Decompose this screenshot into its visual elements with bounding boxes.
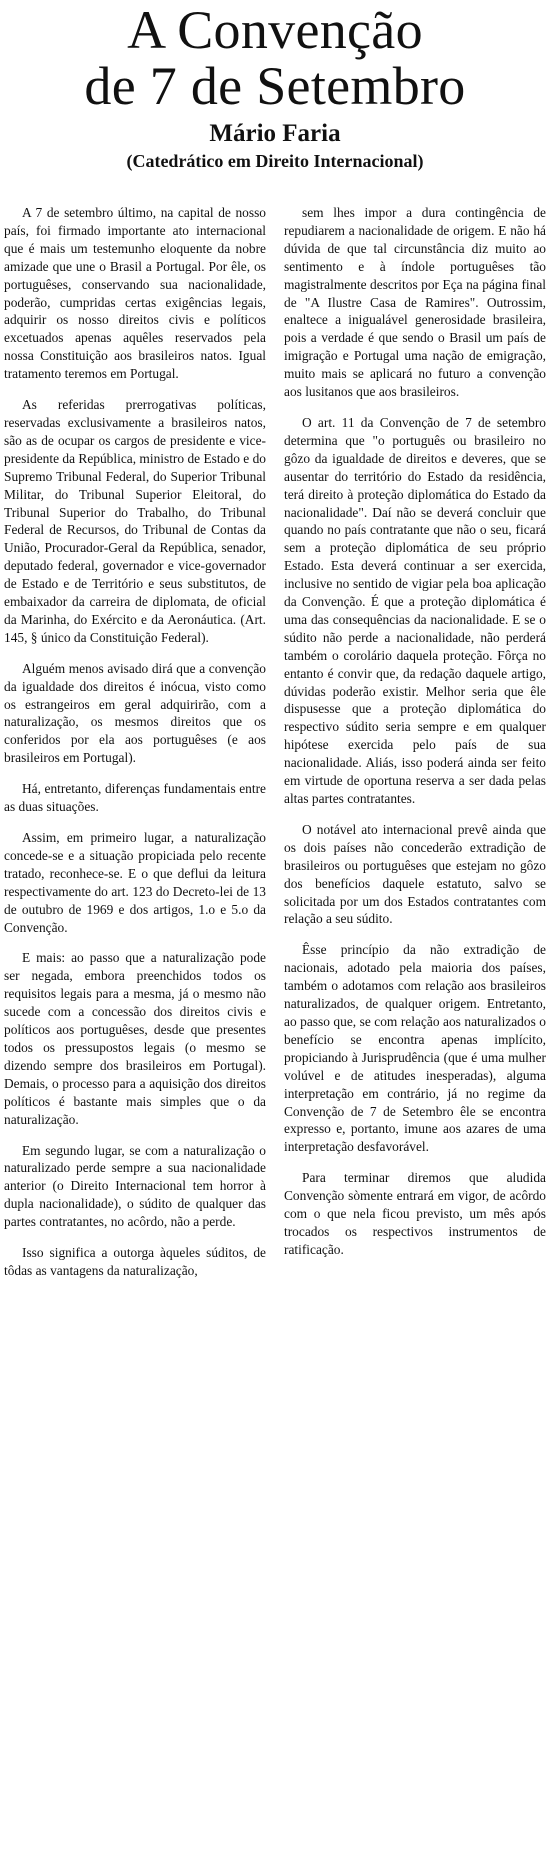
paragraph: Há, entretanto, diferenças fundamentais entre as duas situações.: [4, 781, 266, 815]
paragraph: Para terminar diremos que aludida Convenção sòmente entrará em vigor, de acôrdo com o que nela ficou previsto, um mês após trocados os respectivos instrumentos de ratificação.: [284, 1170, 546, 1257]
paragraph: Alguém menos avisado dirá que a convenção da igualdade dos direitos é inócua, visto como os estrangeiros em geral adquirirão, com a naturalização, os mesmos direitos que os conferidos por ela aos portuguêses (e aos brasileiros em Portugal).: [4, 660, 266, 766]
author-affiliation: (Catedrático em Direito Internacional): [126, 151, 424, 171]
article-header: [0, 0, 550, 172]
paragraph: Isso significa a outorga àqueles súditos, de tôdas as vantagens da naturalização,: [4, 1245, 266, 1278]
paragraph: As referidas prerrogativas políticas, reservadas exclusivamente a brasileiros natos, são as de ocupar os cargos de presidente e vice-presidente da República, ministro de Estado e do Supremo Tribunal Federal, do Superior Tribunal Militar, do Tribunal Superior Eleitoral, do Tribunal Superior do Trabalho, do Tribunal Federal de Recursos, do Tribunal de Contas da União, Procurador-Geral da República, senador, deputado federal, governador e vice-governador de Estado e de Território e seus substitutos, de embaixador da carreira de diplomata, de oficial da Marinha, do Exército e da Aeronáutica. (Art. 145, § único da Constituição Federal).: [4, 397, 266, 645]
paragraph: Em segundo lugar, se com a naturalização o naturalizado perde sempre a sua nacionalidade anterior (o Direito Internacional tem horror à dupla nacionalidade), o súdito de qualquer das partes contratantes, no acôrdo, não a perde.: [4, 1142, 266, 1230]
paragraph: sem lhes impor a dura contingência de repudiarem a nacionalidade de origem. E não há dúvida de que tal circunstância diz muito ao sentimento e à índole portuguêses tão magistralmente descritos por Eça na página final de "A Ilustre Casa de Ramires". Outrossim, enaltece a inigualável generosidade brasileira, pois a verdade é que sendo o Brasil um país de imigração e Portugal uma nação de emigração, muito mais se aplicará no futuro a convenção aos lusitanos que aos brasileiros.: [284, 205, 546, 400]
column-left: [0, 204, 266, 1280]
column-right: [284, 204, 550, 1280]
title-line-2: de 7 de Setembro: [84, 56, 466, 116]
author-name: Mário Faria: [209, 120, 341, 147]
paragraph: A 7 de setembro último, na capital de nosso país, foi firmado importante ato internacional que é mais um testemunho eloquente da nobre amizade que une o Brasil a Portugal. Por êle, os portuguêses, conservando sua nacionalidade, poderão, cumpridas certas exigências legais, adquirir os nosso direitos civis e políticos excetuados apenas aquêles reservados pela nossa Constituição aos brasileiros natos. Igual tratamento teremos em Portugal.: [4, 205, 266, 382]
title-line-1: A Convenção: [127, 0, 423, 60]
article-body: [0, 204, 550, 1280]
paragraph: O art. 11 da Convenção de 7 de setembro determina que "o português ou brasileiro no gôzo da igualdade de direitos e deveres, que se ausentar do território do Estado da residência, terá direito à proteção diplomática do Estado da nacionalidade". Daí não se deverá concluir que quando no país contratante que não o seu, ficará sem a proteção diplomática de seu próprio Estado. Esta deverá continuar a ser exercida, inclusive no sentido de vigiar pela boa aplicação da Convenção. É que a proteção diplomática é uma das consequências da nacionalidade. E se o súdito não perde a nacionalidade, não perderá também o corolário daquela proteção. Fôrça no entanto é convir que, da redação daquele artigo, dúvidas poderão existir. Melhor seria que êle dispusesse que a proteção diplomática do respectivo súdito seria sempre e em qualquer hipótese exercida pelo país de sua nacionalidade. Aliás, isso poderá ainda ser feito em virtude de oportuna reserva a ser dada pelas altas partes contratantes.: [284, 414, 546, 806]
paragraph: Êsse princípio da não extradição de nacionais, adotado pela maioria dos países, também o adotamos com relação aos brasileiros naturalizados, de qualquer origem. Entretanto, ao passo que, se com relação aos naturalizados o benefício se encontra apenas implícito, propiciando à Jurisprudência (que é uma mulher volúvel e de atitudes inesperadas), alguma interpretação em contrário, já no regime da Convenção de 7 de Setembro êle se encontra expresso e, portanto, imune aos azares de uma interpretação desfavorável.: [284, 942, 546, 1155]
paragraph: E mais: ao passo que a naturalização pode ser negada, embora preenchidos todos os requisitos legais para a mesma, já o mesmo não sucede com a concessão dos direitos civis e políticos aos portuguêses, desde que presentes todos os pressupostos legais (o mesmo se dizendo sempre dos brasileiros em Portugal). Demais, o processo para a aquisição dos direitos políticos é bastante mais simples que o da naturalização.: [4, 950, 266, 1127]
paragraph: O notável ato internacional prevê ainda que os dois países não concederão extradição de brasileiros ou portuguêses que estejam no gôzo dos benefícios daquele estatuto, salvo se solicitada por um dos Estados contratantes com relação a seu súdito.: [284, 821, 546, 927]
paragraph: Assim, em primeiro lugar, a naturalização concede-se e a situação propiciada pelo recente tratado, reconhece-se. E o que deflui da leitura respectivamente do art. 123 do Decreto-lei de 13 de outubro de 1969 e dos artigos, 1.o e 5.o da Convenção.: [4, 830, 266, 935]
article-title: [0, 2, 550, 114]
